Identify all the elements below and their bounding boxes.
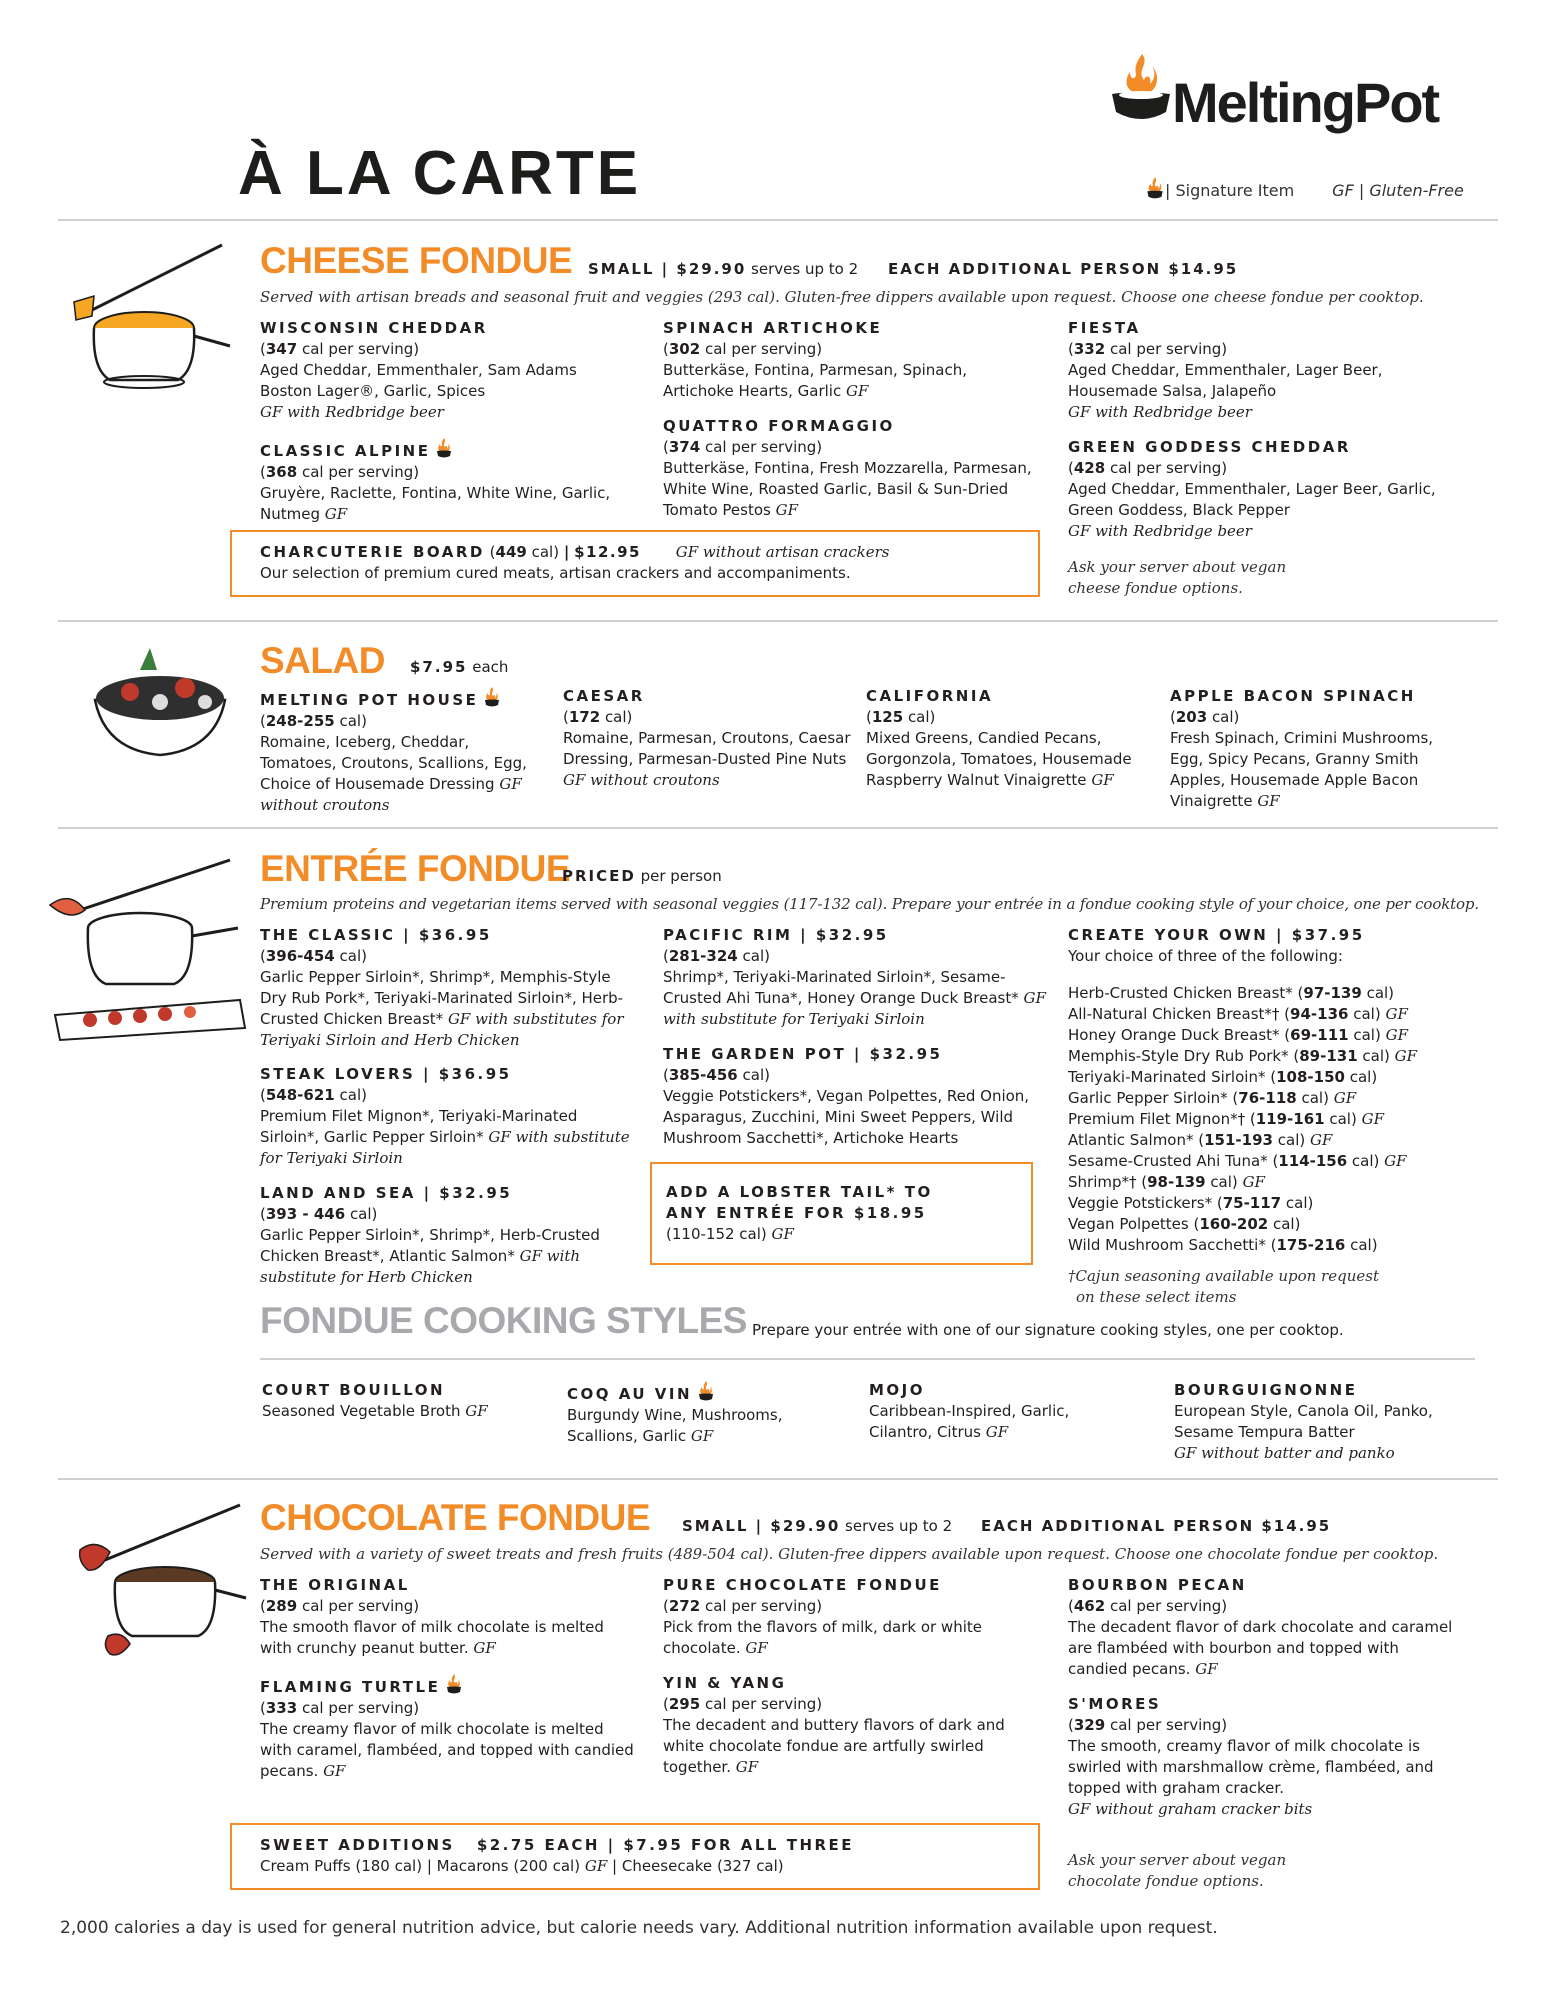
menu-item: APPLE BACON SPINACH (203 cal) Fresh Spinach, Crimini Mushrooms, Egg, Spicy Pecans, Granny Smith Apples, Housemade Apple Bacon Vinaigrette GF (1170, 687, 1434, 810)
lobster-addon: ADD A LOBSTER TAIL* TO ANY ENTRÉE FOR $18.95 (110-152 cal) GF (666, 1183, 933, 1243)
menu-item: SPINACH ARTICHOKE (302 cal per serving) Butterkäse, Fontina, Parmesan, Spinach, Artichoke Hearts, Garlic GF (663, 319, 967, 400)
chocolate-vegan-note: Ask your server about vegan chocolate fondue options. (1068, 1851, 1287, 1890)
menu-item: S'MORES (329 cal per serving) The smooth, creamy flavor of milk chocolate is swirled with marshmallow crème, flambéed, and topped with graham cracker. GF without graham cracker bits (1068, 1695, 1434, 1818)
menu-item: THE GARDEN POT | $32.95 (385-456 cal) Veggie Potstickers*, Vegan Polpettes, Red Onion, Asparagus, Zucchini, Mini Sweet Peppers, Wild Mushroom Sacchetti*, Artichoke Hearts (663, 1045, 1030, 1147)
legend-signature: | Signature Item (1165, 181, 1295, 200)
menu-item: MELTING POT HOUSE (248-255 cal) Romaine, Iceberg, Cheddar, Tomatoes, Croutons, Scallions, Egg, Choice of Housemade Dressing GF without croutons (260, 686, 550, 816)
page-title: À LA CARTE (238, 139, 642, 208)
cheese-fondue-pot-illustration (62, 240, 242, 395)
salad-price: $7.95 each (410, 658, 509, 676)
menu-item: WISCONSIN CHEDDAR (347 cal per serving) Aged Cheddar, Emmenthaler, Sam Adams Boston Lager®, Garlic, Spices GF with Redbridge beer (260, 319, 577, 421)
create-option: Herb-Crusted Chicken Breast* (97-139 cal) (1068, 984, 1395, 1002)
divider (58, 827, 1498, 829)
signature-flame-icon (436, 437, 452, 459)
menu-item: BOURBON PECAN (462 cal per serving) The decadent flavor of dark chocolate and caramel are flambéed with bourbon and topped with candied pecans. GF (1068, 1576, 1453, 1678)
cheese-price: SMALL | $29.90 serves up to 2 (588, 260, 859, 278)
signature-flame-icon (446, 1673, 462, 1695)
cooking-styles-intro: Prepare your entrée with one of our signature cooking styles, one per cooktop. (752, 1321, 1344, 1339)
menu-item: STEAK LOVERS | $36.95 (548-621 cal) Premium Filet Mignon*, Teriyaki-Marinated Sirloin*, Garlic Pepper Sirloin* GF with substitute for Teriyaki Sirloin (260, 1065, 630, 1167)
create-option: Garlic Pepper Sirloin* (76-118 cal) GF (1068, 1089, 1357, 1107)
cajun-note: †Cajun seasoning available upon request on these select items (1068, 1267, 1379, 1306)
cheese-vegan-note: Ask your server about vegan cheese fondue options. (1068, 558, 1287, 597)
legend (1145, 176, 1464, 200)
create-option: Veggie Potstickers* (75-117 cal) (1068, 1194, 1314, 1212)
menu-item: FIESTA (332 cal per serving) Aged Cheddar, Emmenthaler, Lager Beer, Housemade Salsa, Jalapeño GF with Redbridge beer (1068, 319, 1383, 421)
entree-priced: PRICED per person (562, 867, 722, 885)
entree-fondue-pot-illustration (40, 850, 250, 1050)
salad-title: SALAD (260, 640, 385, 681)
menu-item: THE CLASSIC | $36.95 (396-454 cal) Garlic Pepper Sirloin*, Shrimp*, Memphis-Style Dry Rub Pork*, Teriyaki-Marinated Sirloin*, Herb-Crusted Chicken Breast* GF with substitutes for Teriyaki Sirloin and Herb Chicken (260, 926, 624, 1049)
signature-flame-icon (1145, 176, 1165, 200)
divider (58, 219, 1498, 221)
melting-pot-logo-icon (1108, 50, 1174, 130)
entree-intro: Premium proteins and vegetarian items served with seasonal veggies (117-132 cal). Prepare your entrée in a fondue cooking style of your choice, one per cooktop. (260, 895, 1479, 913)
chocolate-fondue-pot-illustration (70, 1500, 250, 1660)
menu-item: LAND AND SEA | $32.95 (393 - 446 cal) Garlic Pepper Sirloin*, Shrimp*, Herb-Crusted Chicken Breast*, Atlantic Salmon* GF with substitute for Herb Chicken (260, 1184, 600, 1286)
menu-item: CALIFORNIA (125 cal) Mixed Greens, Candied Pecans, Gorgonzola, Tomatoes, Housemade Raspberry Walnut Vinaigrette GF (866, 687, 1132, 789)
signature-flame-icon (484, 686, 500, 708)
melting-pot-logo: MeltingPot (1172, 71, 1439, 134)
create-option: Memphis-Style Dry Rub Pork* (89-131 cal) GF (1068, 1047, 1418, 1065)
nutrition-footer: 2,000 calories a day is used for general nutrition advice, but calorie needs vary. Additional nutrition information available upon request. (60, 1918, 1218, 1938)
menu-item: CAESAR (172 cal) Romaine, Parmesan, Croutons, Caesar Dressing, Parmesan-Dusted Pine Nuts GF without croutons (563, 687, 851, 789)
cooking-style: COQ AU VIN Burgundy Wine, Mushrooms, Scallions, Garlic GF (567, 1380, 847, 1447)
cooking-styles-title: FONDUE COOKING STYLES (260, 1300, 747, 1341)
cheese-fondue-title: CHEESE FONDUE (260, 240, 573, 281)
salad-bowl-illustration (85, 640, 235, 760)
chocolate-intro: Served with a variety of sweet treats and fresh fruits (489-504 cal). Gluten-free dippers available upon request. Choose one chocolate fondue per cooktop. (260, 1545, 1439, 1563)
menu-item: QUATTRO FORMAGGIO (374 cal per serving) Butterkäse, Fontina, Fresh Mozzarella, Parmesan, White Wine, Roasted Garlic, Basil & Sun-Dried Tomato Pestos GF (663, 417, 1032, 519)
create-option: Wild Mushroom Sacchetti* (175-216 cal) (1068, 1236, 1378, 1254)
menu-item: THE ORIGINAL (289 cal per serving) The smooth flavor of milk chocolate is melted with crunchy peanut butter. GF (260, 1576, 604, 1657)
create-your-own: CREATE YOUR OWN | $37.95 Your choice of three of the following: (1068, 926, 1365, 965)
menu-item: FLAMING TURTLE (333 cal per serving) The creamy flavor of milk chocolate is melted with caramel, flambéed, and topped with candied pecans. GF (260, 1673, 640, 1782)
chocolate-extra-price: EACH ADDITIONAL PERSON $14.95 (981, 1517, 1332, 1535)
divider (58, 1478, 1498, 1480)
create-option: All-Natural Chicken Breast*† (94-136 cal) GF (1068, 1005, 1408, 1023)
menu-item: PACIFIC RIM | $32.95 (281-324 cal) Shrimp*, Teriyaki-Marinated Sirloin*, Sesame-Crusted Ahi Tuna*, Honey Orange Duck Breast* GF with substitute for Teriyaki Sirloin (663, 926, 1046, 1028)
create-option: Honey Orange Duck Breast* (69-111 cal) GF (1068, 1026, 1408, 1044)
sweet-additions: SWEET ADDITIONS $2.75 EACH | $7.95 FOR ALL THREE Cream Puffs (180 cal) | Macarons (200 cal) GF | Cheesecake (327 cal) (260, 1836, 855, 1875)
cooking-style: COURT BOUILLON Seasoned Vegetable Broth GF (262, 1381, 488, 1420)
entree-fondue-title: ENTRÉE FONDUE (260, 848, 571, 889)
menu-item: GREEN GODDESS CHEDDAR (428 cal per serving) Aged Cheddar, Emmenthaler, Lager Beer, Garlic, Green Goddess, Black Pepper GF with Redbridge beer (1068, 438, 1436, 540)
create-option: Atlantic Salmon* (151-193 cal) GF (1068, 1131, 1333, 1149)
legend-gluten-free: GF | Gluten-Free (1332, 181, 1464, 200)
menu-item: YIN & YANG (295 cal per serving) The decadent and buttery flavors of dark and white chocolate fondue are artfully swirled together. GF (663, 1674, 1005, 1776)
divider (58, 620, 1498, 622)
charcuterie-item: CHARCUTERIE BOARD (449 cal) | $12.95 GF without artisan crackers Our selection of premium cured meats, artisan crackers and accompaniments. (260, 543, 890, 582)
signature-flame-icon (698, 1380, 714, 1402)
create-option: Vegan Polpettes (160-202 cal) (1068, 1215, 1301, 1233)
chocolate-fondue-title: CHOCOLATE FONDUE (260, 1497, 651, 1538)
chocolate-price: SMALL | $29.90 serves up to 2 (682, 1517, 953, 1535)
cheese-extra-price: EACH ADDITIONAL PERSON $14.95 (888, 260, 1239, 278)
divider (260, 1358, 1475, 1360)
cheese-intro: Served with artisan breads and seasonal fruit and veggies (293 cal). Gluten-free dippers available upon request. Choose one cheese fondue per cooktop. (260, 288, 1424, 306)
cooking-style: MOJO Caribbean-Inspired, Garlic, Cilantro, Citrus GF (869, 1381, 1070, 1441)
create-option: Teriyaki-Marinated Sirloin* (108-150 cal) (1068, 1068, 1378, 1086)
create-option: Premium Filet Mignon*† (119-161 cal) GF (1068, 1110, 1384, 1128)
menu-item: CLASSIC ALPINE (368 cal per serving) Gruyère, Raclette, Fontina, White Wine, Garlic, Nutmeg GF (260, 437, 640, 525)
create-option: Sesame-Crusted Ahi Tuna* (114-156 cal) GF (1068, 1152, 1407, 1170)
cooking-style: BOURGUIGNONNE European Style, Canola Oil, Panko, Sesame Tempura Batter GF without batter and panko (1174, 1381, 1433, 1462)
menu-item: PURE CHOCOLATE FONDUE (272 cal per serving) Pick from the flavors of milk, dark or white chocolate. GF (663, 1576, 982, 1657)
create-your-own-list (1068, 983, 1488, 1256)
create-option: Shrimp*† (98-139 cal) GF (1068, 1173, 1265, 1191)
